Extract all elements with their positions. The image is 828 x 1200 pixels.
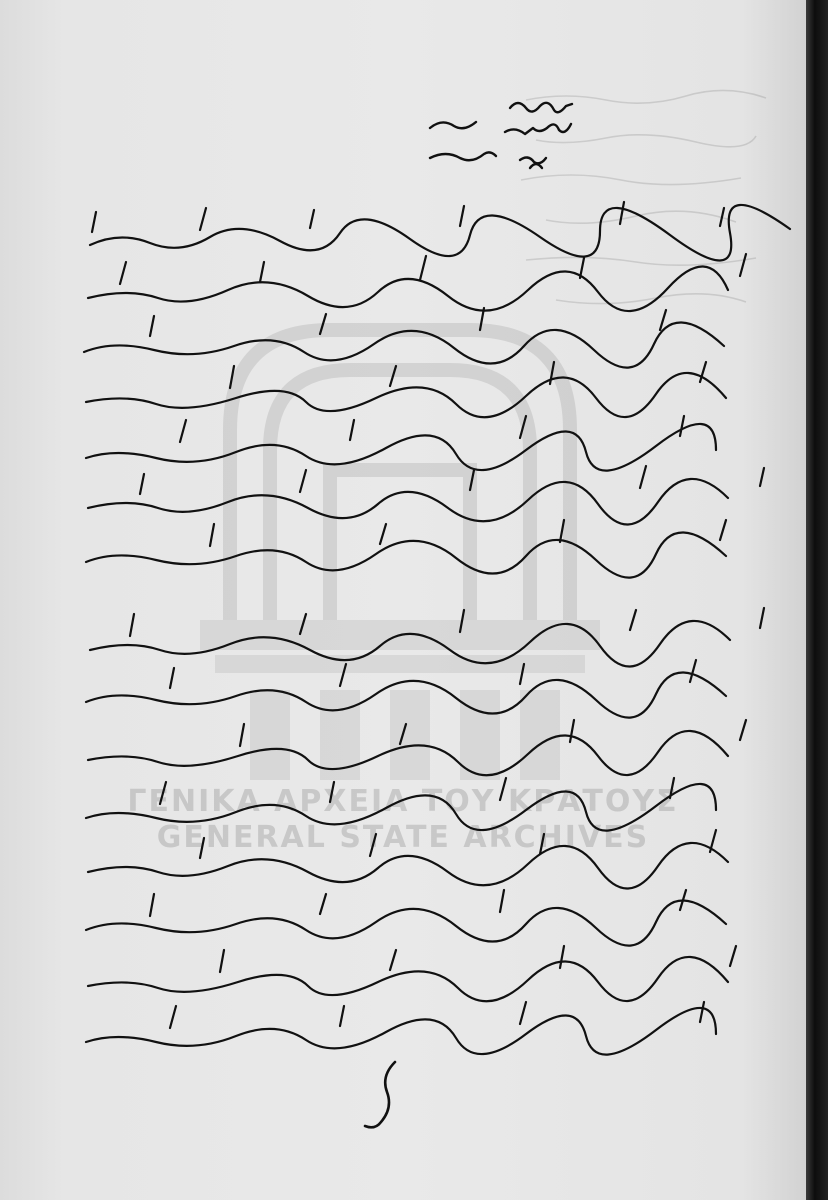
signature-mark (365, 1062, 395, 1127)
watermark-english: GENERAL STATE ARCHIVES (156, 820, 650, 855)
watermark-greek: ΓΕΝΙΚΑ ΑΡΧΕΙΑ ΤΟΥ ΚΡΑΤΟΥΣ (127, 784, 679, 819)
paragraph-1 (84, 202, 790, 578)
paragraph-2 (86, 608, 764, 1055)
book-binding-edge (806, 0, 828, 1200)
header-block (430, 103, 572, 168)
